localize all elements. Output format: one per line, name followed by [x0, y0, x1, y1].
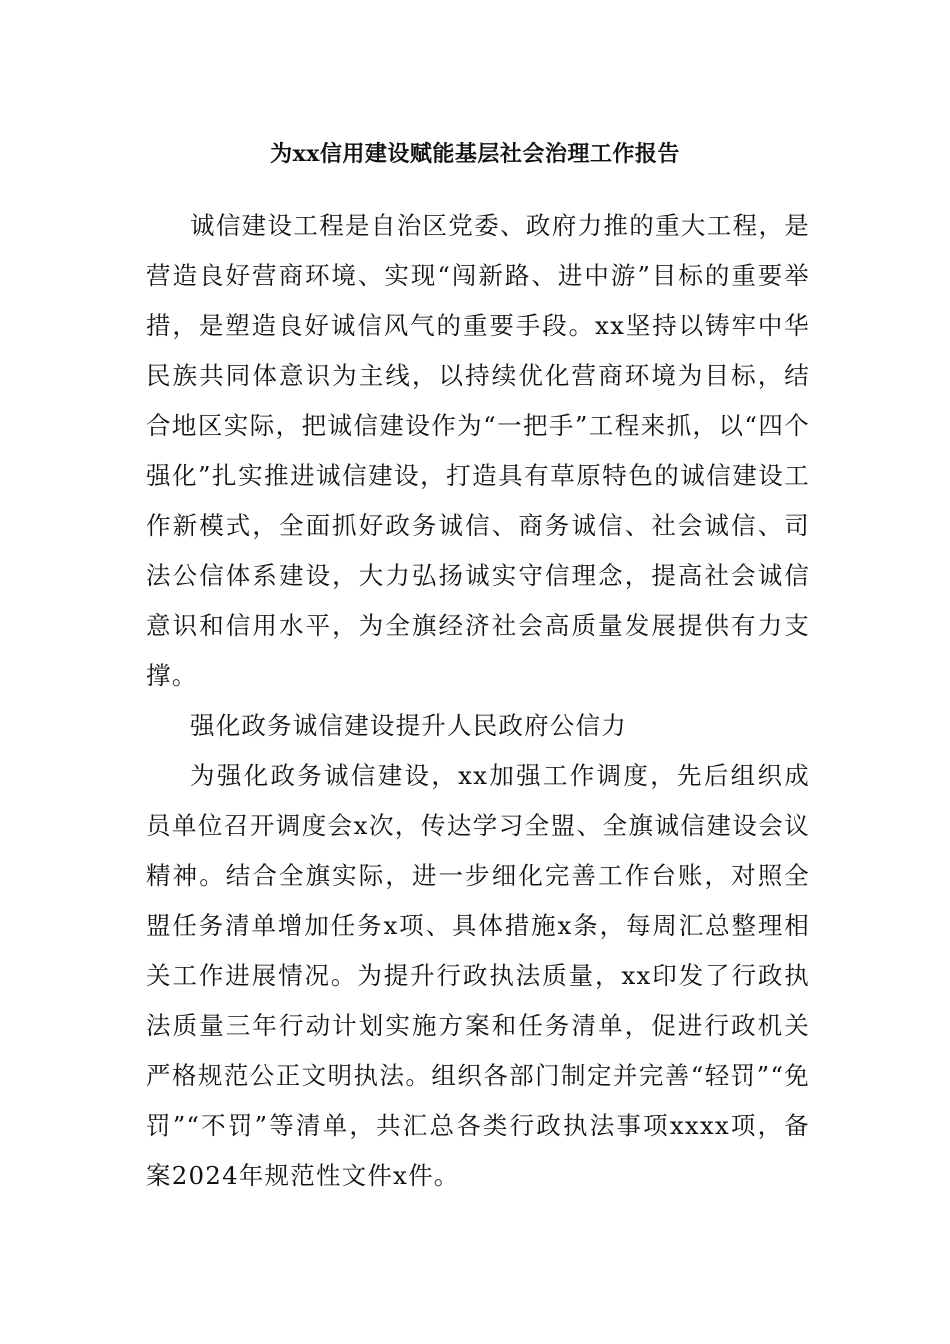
paragraph-intro: 诚信建设工程是自治区党委、政府力推的重大工程，是营造良好营商环境、实现“闯新路、进中游”目标的重要举措，是塑造良好诚信风气的重要手段。xx坚持以铸牢中华民族共同体意识为主线，以持续优化营商环境为目标，结合地区实际，把诚信建设作为“一把手”工程来抓，以“四个强化”扎实推进诚信建设，打造具有草原特色的诚信建设工作新模式，全面抓好政务诚信、商务诚信、社会诚信、司法公信体系建设，大力弘扬诚实守信理念，提高社会诚信意识和信用水平，为全旗经济社会高质量发展提供有力支撑。: [146, 211, 810, 690]
paragraph-government-integrity: 为强化政务诚信建设，xx加强工作调度，先后组织成员单位召开调度会x次，传达学习全盟、全旗诚信建设会议精神。结合全旗实际，进一步细化完善工作台账，对照全盟任务清单增加任务x项、具体措施x条，每周汇总整理相关工作进展情况。为提升行政执法质量，xx印发了行政执法质量三年行动计划实施方案和任务清单，促进行政机关严格规范公正文明执法。组织各部门制定并完善“轻罚”“免罚”“不罚”等清单，共汇总各类行政执法事项xxxx项，备案2024年规范性文件x件。: [146, 761, 810, 1190]
section-heading: 强化政务诚信建设提升人民政府公信力: [190, 711, 627, 740]
document-title: 为xx信用建设赋能基层社会治理工作报告: [270, 141, 680, 167]
